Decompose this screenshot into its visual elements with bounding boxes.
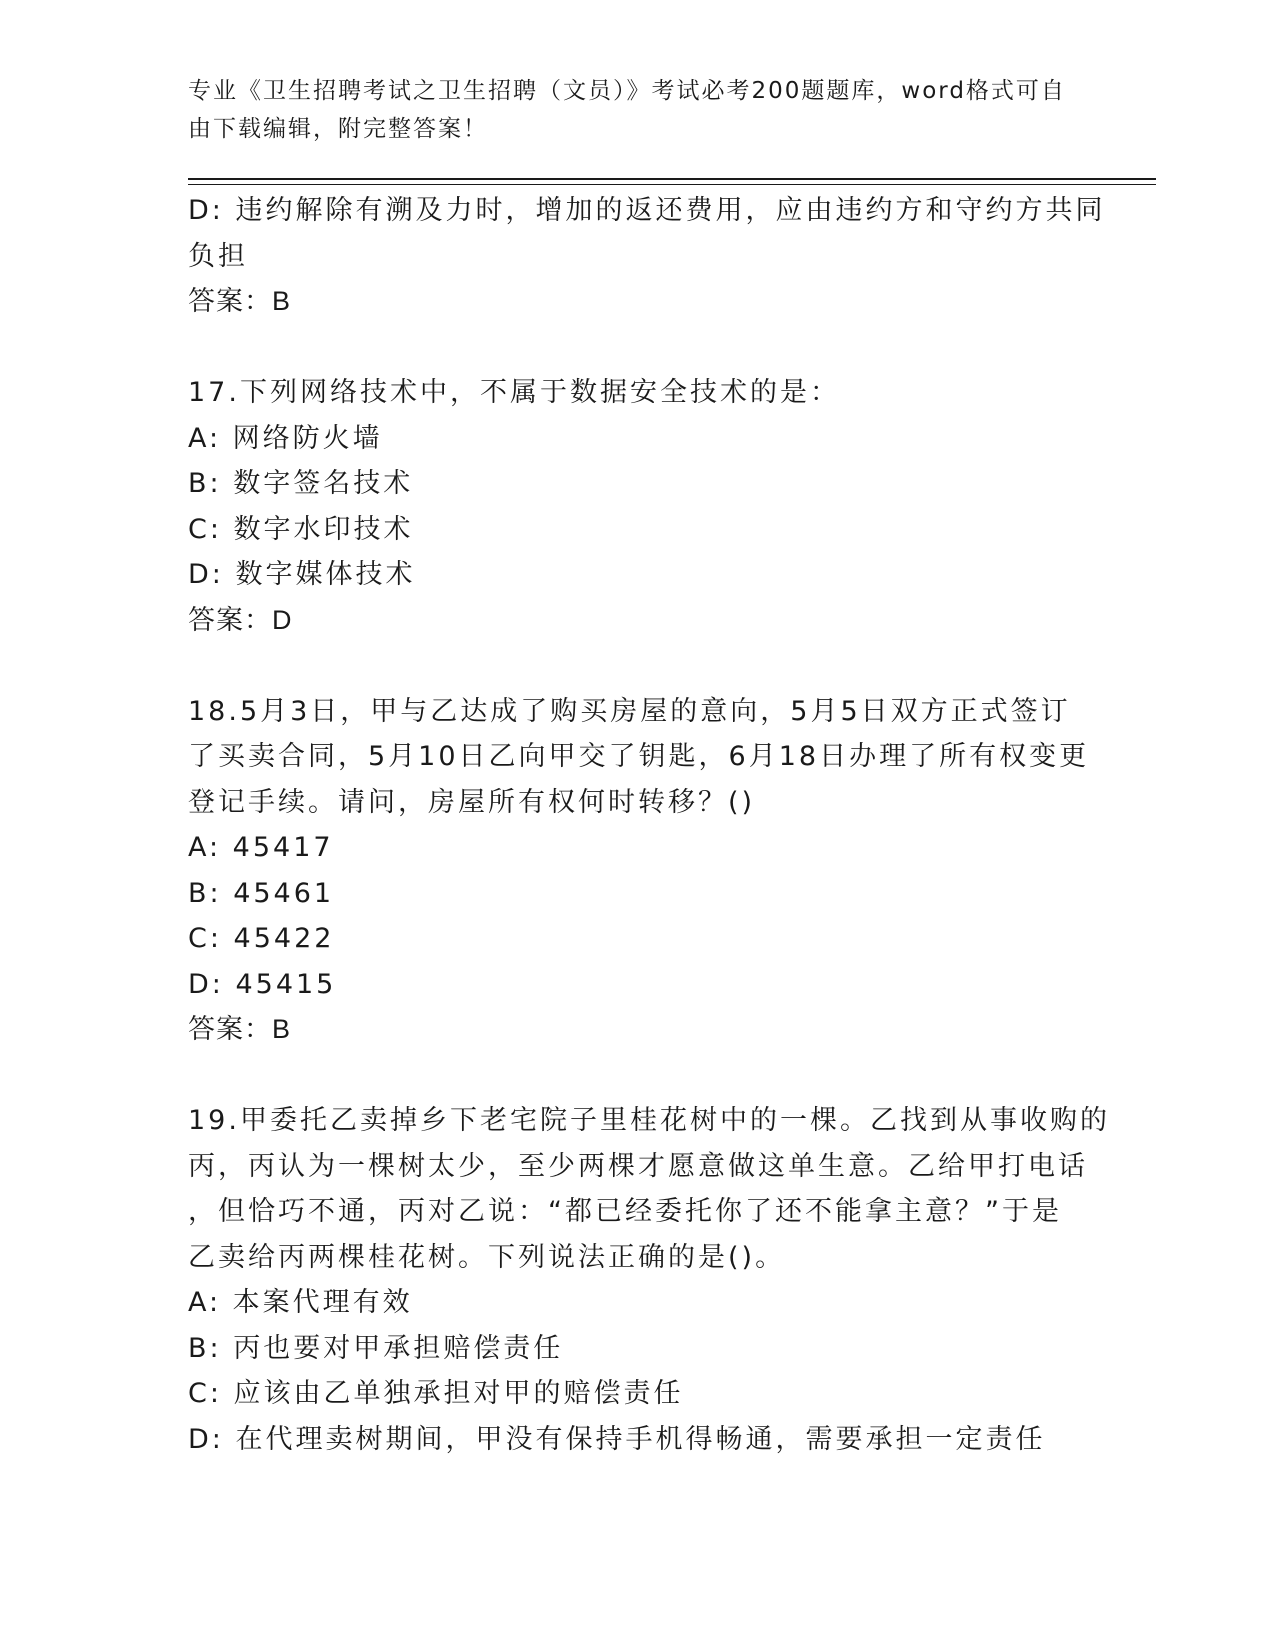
spacer [188, 643, 1088, 689]
spacer [188, 1053, 1088, 1099]
option-d: D: 违约解除有溯及力时，增加的返还费用，应由违约方和守约方共同 [188, 195, 1106, 226]
option-b: B: 丙也要对甲承担赔偿责任 [188, 1332, 564, 1364]
header-divider [188, 178, 1156, 180]
option-d: D: 数字媒体技术 [188, 559, 416, 590]
question-list [188, 188, 1110, 1462]
question-stem-line: 登记手续。请问，房屋所有权何时转移？() [188, 786, 756, 818]
option-a: A: 网络防火墙 [188, 422, 383, 454]
question-19 [188, 1098, 1110, 1462]
question-stem-line: 18.5月3日，甲与乙达成了购买房屋的意向，5月5日双方正式签订 [188, 695, 1071, 727]
option-b: B: 45461 [188, 877, 335, 909]
option-d: D: 在代理卖树期间，甲没有保持手机得畅通，需要承担一定责任 [188, 1423, 1046, 1455]
option-a: A: 本案代理有效 [188, 1287, 413, 1318]
answer-line: 答案：B [188, 1014, 292, 1044]
question-17 [188, 370, 1088, 643]
header-line-1: 专业《卫生招聘考试之卫生招聘（文员）》考试必考200题题库，word格式可自 [188, 78, 1066, 104]
question-stem-line: ，但恰巧不通，丙对乙说：“都已经委托你了还不能拿主意？”于是 [188, 1196, 1062, 1227]
option-c: C: 45422 [188, 923, 335, 954]
spacer [188, 325, 1088, 371]
option-a: A: 45417 [188, 832, 334, 863]
question-18 [188, 689, 1088, 1053]
question-stem: 17.下列网络技术中，不属于数据安全技术的是： [188, 377, 840, 408]
question-stem-line: 19.甲委托乙卖掉乡下老宅院子里桂花树中的一棵。乙找到从事收购的 [188, 1105, 1110, 1136]
question-stem-line: 丙，丙认为一棵树太少，至少两棵才愿意做这单生意。乙给甲打电话 [188, 1150, 1088, 1182]
option-d: D: 45415 [188, 968, 337, 1000]
question-stem-line: 乙卖给丙两棵桂花树。下列说法正确的是()。 [188, 1241, 786, 1273]
option-d-continued: 负担 [188, 240, 248, 272]
answer-line: 答案：D [188, 604, 293, 635]
answer-line: 答案：B [188, 286, 292, 316]
option-c: C: 应该由乙单独承担对甲的赔偿责任 [188, 1378, 684, 1409]
question-stem-line: 了买卖合同，5月10日乙向甲交了钥匙，6月18日办理了所有权变更 [188, 741, 1090, 772]
question-16-tail [188, 188, 1106, 325]
option-c: C: 数字水印技术 [188, 513, 414, 545]
header-line-2: 由下载编辑，附完整答案！ [188, 116, 488, 142]
option-b: B: 数字签名技术 [188, 468, 414, 499]
header-divider-thin [188, 184, 1156, 185]
document-header [188, 72, 1088, 148]
